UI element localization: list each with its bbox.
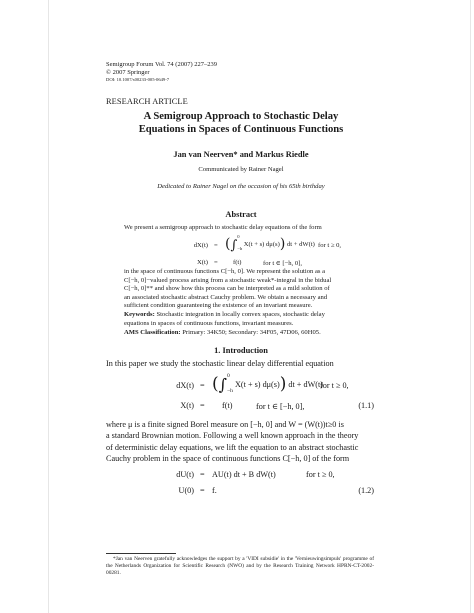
eq2-equals: = xyxy=(200,401,205,410)
eq1-tail: dt + dW(t) xyxy=(288,380,324,389)
journal-copyright: © 2007 Springer xyxy=(106,68,150,76)
intro-lead: In this paper we study the stochastic linear delay differential equation xyxy=(106,359,334,368)
intro-line: of deterministic delay equations, we lift the equation to an abstract stochastic xyxy=(106,442,359,452)
abs-eq2-lhs: X(t) xyxy=(197,259,208,266)
title-line-1: A Semigroup Approach to Stochastic Delay xyxy=(143,111,339,122)
communicated-by: Communicated by Rainer Nagel xyxy=(198,166,284,173)
abstract-body xyxy=(124,268,357,311)
abs-eq1-lhs: dX(t) xyxy=(193,242,208,249)
eq1-equals: = xyxy=(200,381,205,390)
intro-line: where μ is a finite signed Borel measure on [−h, 0] and W = (W(t))t≥0 is xyxy=(106,420,344,429)
abstract-line: in the space of continuous functions C[−h, 0]. We represent the solution as a xyxy=(124,268,326,275)
abs-eq2-rhs: f(t) xyxy=(233,259,242,266)
left-paren: ( xyxy=(212,374,219,394)
eq4-equals: = xyxy=(200,486,205,495)
intro-body xyxy=(106,419,374,464)
left-paren: ( xyxy=(225,236,231,252)
eq1-lhs: dX(t) xyxy=(176,381,194,390)
integral-limits xyxy=(237,234,243,252)
abs-eq1-equals: = xyxy=(214,242,218,249)
footnote-rule xyxy=(106,553,176,554)
intro-line: a standard Brownian motion. Following a well known approach in the theory xyxy=(106,431,359,441)
eq2-rhs: f(t) xyxy=(222,401,233,410)
dedication: Dedicated to Rainer Nagel on the occasion of his 65th birthday xyxy=(157,183,325,190)
keywords-text-1: Stochastic integration in locally convex spaces, stochastic delay xyxy=(156,311,325,318)
eq4-lhs: U(0) xyxy=(178,486,194,495)
intro-line: Cauchy problem in the space of continuous functions C[−h, 0] of the form xyxy=(106,453,350,463)
abstract-line: sufficient condition guaranteeing the existence of an invariant measure. xyxy=(124,302,313,310)
eq3-equals: = xyxy=(200,470,205,479)
eq2-lhs: X(t) xyxy=(180,401,194,410)
abstract-line: an associated stochastic abstract Cauchy problem. We obtain a necessary and xyxy=(124,293,328,301)
abs-eq1-tail: dt + dW(t) xyxy=(286,241,315,248)
article-type: RESEARCH ARTICLE xyxy=(106,97,188,106)
abs-eq1-condition: for t ≥ 0, xyxy=(318,242,342,249)
keywords xyxy=(124,311,357,328)
eq1-integrand: X(t + s) dμ(s) xyxy=(234,380,280,389)
lower-limit: −h xyxy=(237,246,243,251)
abstract-lead: We present a semigroup approach to stochastic delay equations of the form xyxy=(124,224,322,231)
footnote: *Jan van Neerven gratefully acknowledges the support by a 'VIDI subsidie' in the 'Vernieuwingsimpuls' programme of the Netherlands Organization for Scientific Research (NWO) and by the Research Training Network HPRN-CT-2002-00281. xyxy=(106,556,374,576)
abstract-heading: Abstract xyxy=(225,210,257,219)
abs-eq1-integrand: X(t + s) dμ(s) xyxy=(243,241,280,248)
eq4-rhs: f. xyxy=(212,486,217,495)
abs-eq2-condition: for t ∈ [−h, 0], xyxy=(263,260,302,267)
scan-edge-line xyxy=(470,0,471,613)
ams-label: AMS Classification: xyxy=(124,329,181,336)
abstract-line: C[−h, 0]** and show how this process can be interpreted as a mild solution of xyxy=(124,285,330,293)
keywords-line xyxy=(124,311,357,320)
eq2-condition: for t ∈ [−h, 0], xyxy=(256,402,305,411)
scan-edge-line xyxy=(48,0,49,613)
eq1-rhs xyxy=(212,374,323,395)
eq3-condition: for t ≥ 0, xyxy=(306,470,335,479)
authors: Jan van Neerven* and Markus Riedle xyxy=(173,150,309,159)
right-paren: ) xyxy=(279,236,286,252)
equation-number-1-1: (1.1) xyxy=(358,401,374,410)
journal-header xyxy=(106,61,217,84)
lower-limit: −h xyxy=(226,388,233,394)
eq3-rhs: AU(t) dt + B dW(t) xyxy=(212,470,276,479)
eq3-lhs: dU(t) xyxy=(176,470,194,479)
ams-text: Primary: 34K50; Secondary: 34F05, 47D06, 60H05. xyxy=(182,329,321,336)
section-heading-introduction: 1. Introduction xyxy=(214,346,268,355)
equation-number-1-2: (1.2) xyxy=(358,486,374,495)
integral-sign: ∫ xyxy=(218,375,227,394)
ams-classification xyxy=(124,329,357,338)
integral-limits xyxy=(226,373,233,395)
right-paren: ) xyxy=(279,374,287,394)
abs-eq1-rhs xyxy=(225,236,315,252)
upper-limit: 0 xyxy=(226,373,230,379)
journal-doi: DOI: 10.1007/s00233-005-0649-7 xyxy=(106,77,170,83)
keywords-label: Keywords: xyxy=(124,311,155,318)
paper-title xyxy=(100,110,382,136)
upper-limit: 0 xyxy=(237,234,240,239)
journal-name-volume: Semigroup Forum Vol. 74 (2007) 227–239 xyxy=(106,61,217,68)
abstract-line: C[−h, 0]−valued process arising from a stochastic weak*-integral in the bidual xyxy=(124,276,332,284)
title-line-2: Equations in Spaces of Continuous Functions xyxy=(138,124,344,136)
integral-sign: ∫ xyxy=(230,238,238,253)
keywords-text-2: equations in spaces of continuous functions, invariant measures. xyxy=(124,319,294,327)
abs-eq2-equals: = xyxy=(214,259,218,266)
eq1-condition: for t ≥ 0, xyxy=(320,381,349,390)
